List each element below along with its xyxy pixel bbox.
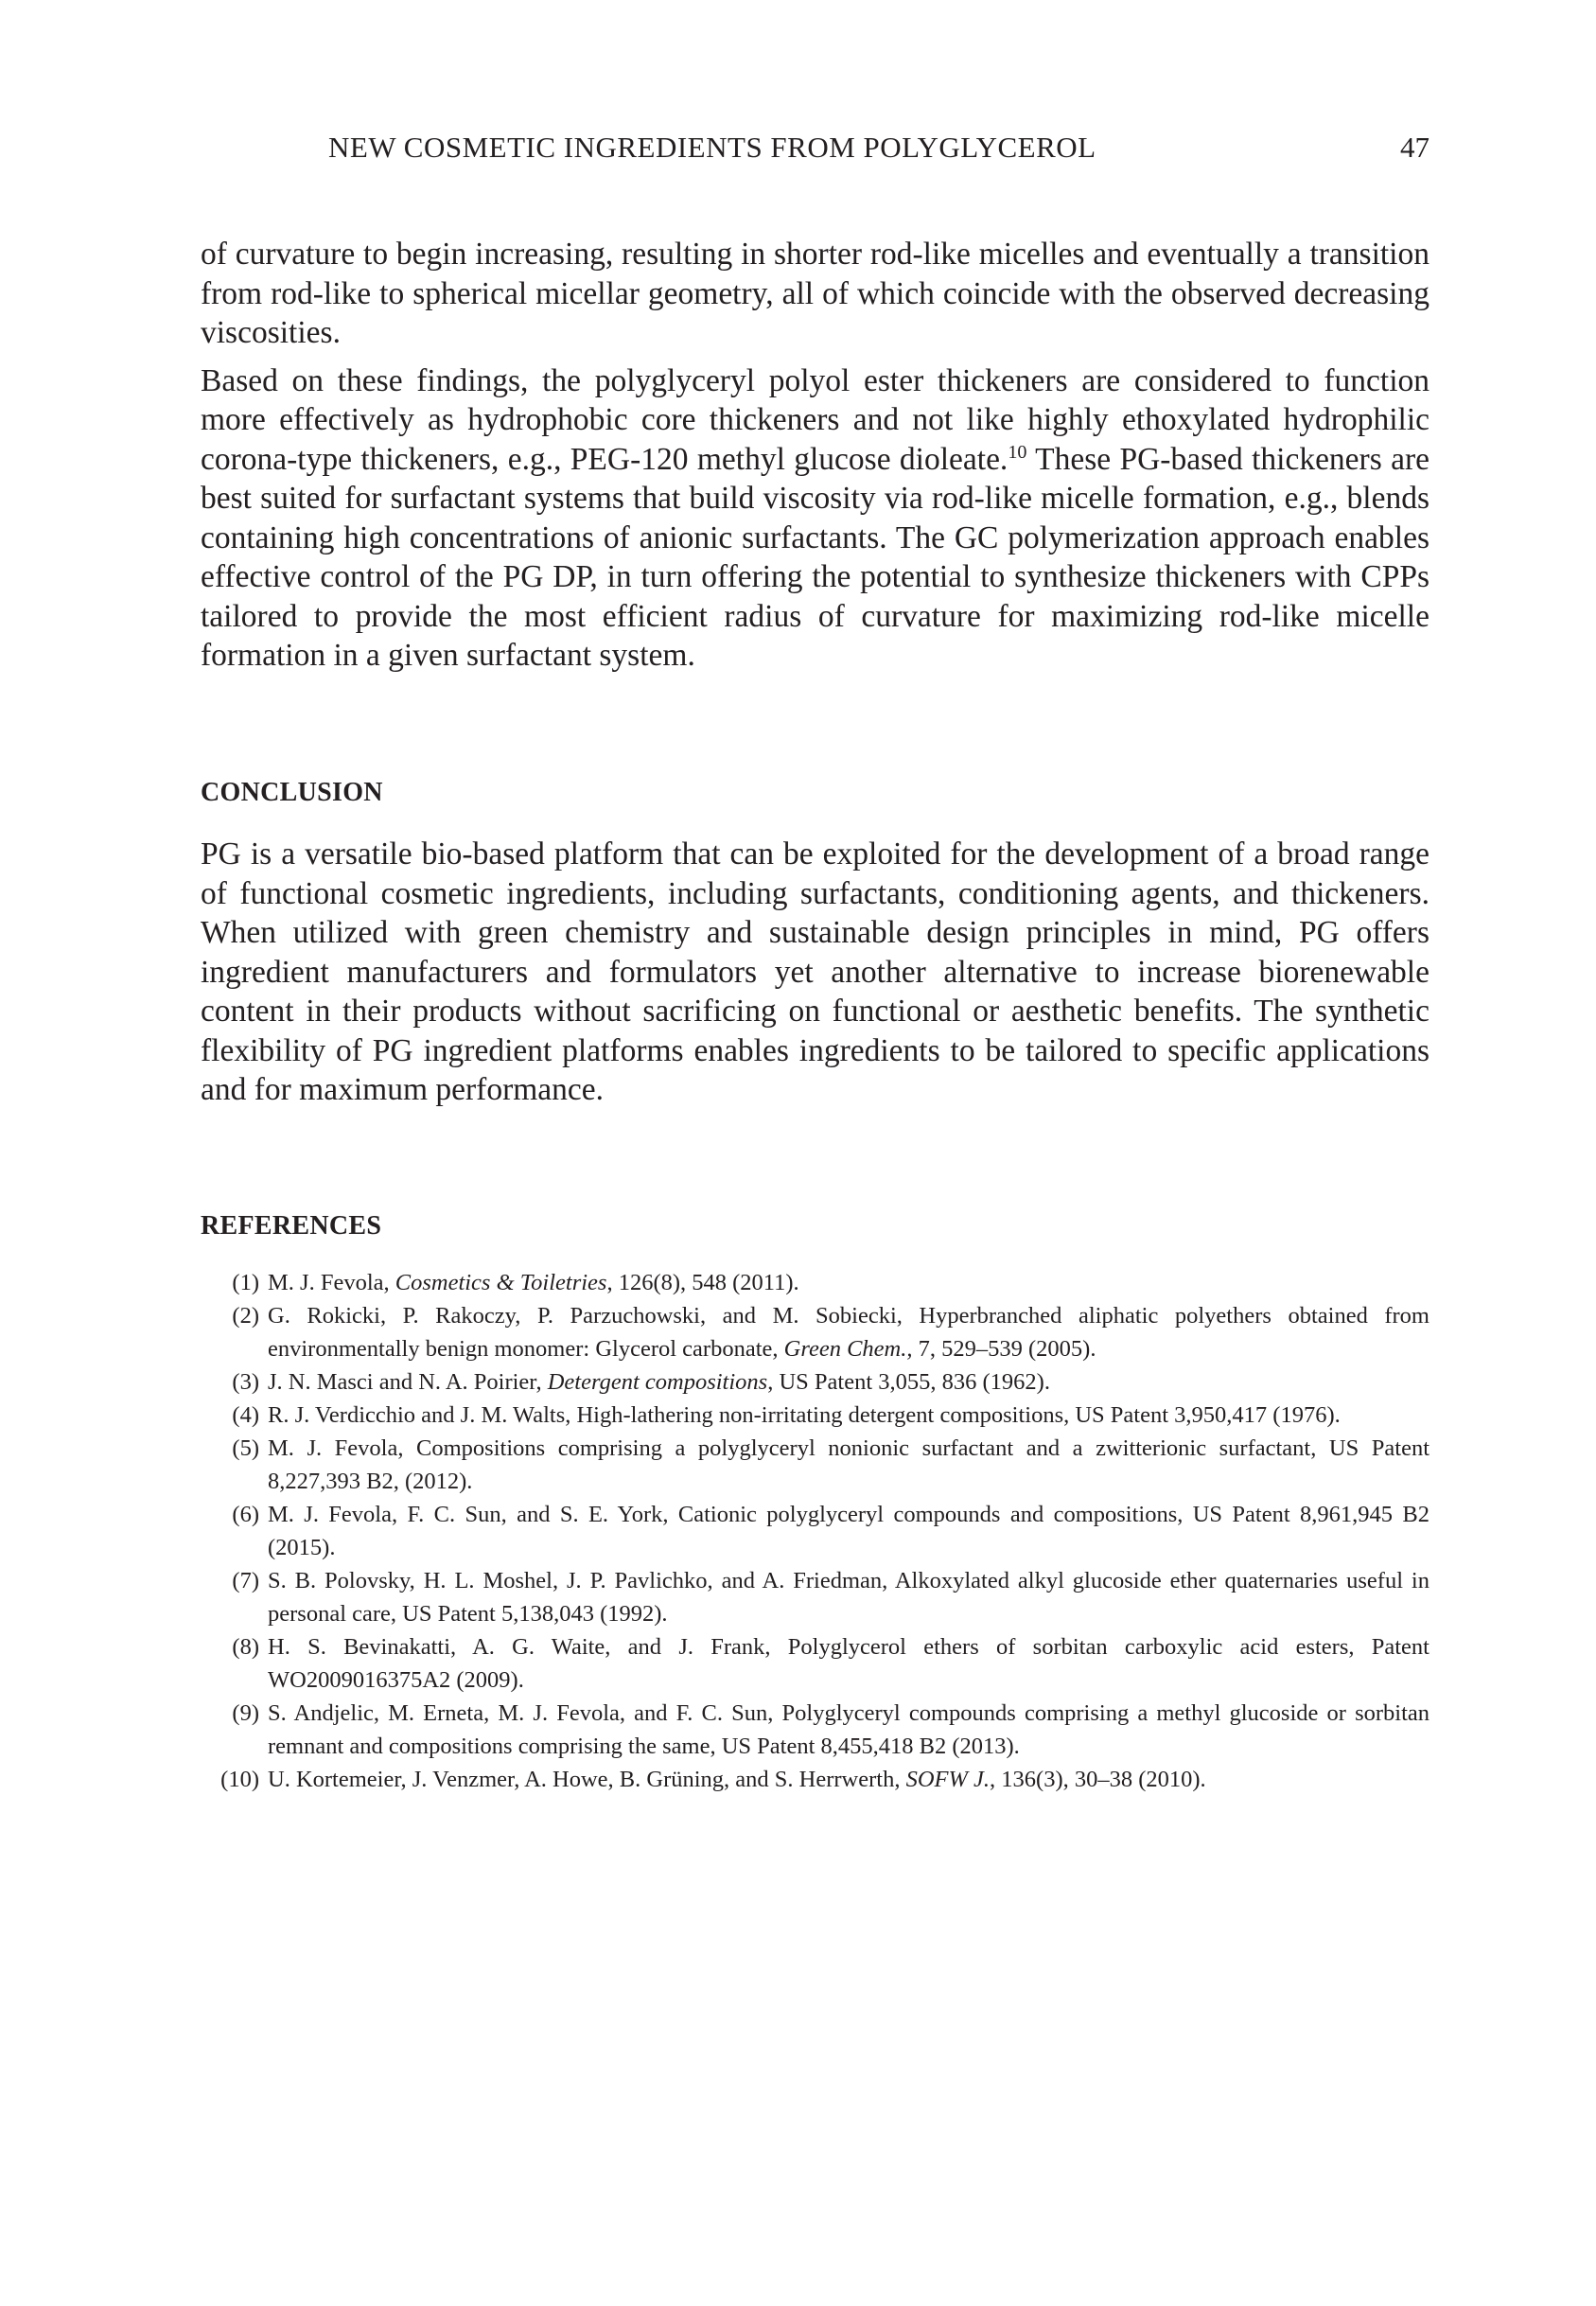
- reference-item: [201, 1299, 1429, 1365]
- reference-source: Green Chem.,: [783, 1336, 913, 1362]
- reference-item: [201, 1432, 1429, 1498]
- reference-number: (4): [232, 1402, 259, 1428]
- text: These PG-based thickeners are best suited for surfactant systems that build viscosity via rod-like micelle formation, e.g., blends containing high concentrations of anionic surfactants. The GC polymerization approach enables effective control of the PG DP, in turn offering the potential to synthesize thickeners with CPPs tailored to provide the most efficient radius of curvature for maximizing rod-like micelle formation in a given surfactant system.: [201, 441, 1429, 673]
- reference-authors: M. J. Fevola, F. C. Sun, and S. E. York, Cationic polyglyceryl compounds and compositions, US Patent 8,961,945 B2 (2015).: [268, 1502, 1429, 1560]
- reference-item: [201, 1697, 1429, 1763]
- reference-text: [268, 1763, 1429, 1796]
- reference-authors: S. B. Polovsky, H. L. Moshel, J. P. Pavlichko, and A. Friedman, Alkoxylated alkyl glucoside ether quaternaries useful in personal care, US Patent 5,138,043 (1992).: [268, 1568, 1429, 1627]
- reference-source: SOFW J.: [905, 1767, 991, 1792]
- reference-source: Detergent compositions: [547, 1369, 768, 1395]
- reference-number: (1): [232, 1270, 259, 1295]
- reference-text: [268, 1299, 1429, 1365]
- reference-text: [268, 1365, 1429, 1399]
- reference-number: (9): [232, 1700, 259, 1726]
- reference-item: [201, 1630, 1429, 1697]
- reference-authors: J. N. Masci and N. A. Poirier,: [268, 1369, 548, 1395]
- reference-details: , 126(8), 548 (2011).: [606, 1270, 799, 1295]
- paragraph: PG is a versatile bio-based platform that can be exploited for the development of a broad range of functional cosmetic ingredients, including surfactants, conditioning agents, and thickeners. When utilized with green chemistry and sustainable design principles in mind, PG offers ingredient manufacturers and formulators yet another alternative to increase biorenewable content in their products without sacrificing on functional or aesthetic benefits. The synthetic flexibility of PG ingredient platforms enables ingredients to be tailored to specific applications and for maximum performance.: [201, 836, 1429, 1107]
- reference-text: [268, 1697, 1429, 1763]
- reference-text: [268, 1266, 1429, 1299]
- reference-text: [268, 1498, 1429, 1564]
- reference-number: (2): [232, 1303, 259, 1329]
- reference-item: [201, 1399, 1429, 1432]
- section-heading: REFERENCES: [201, 1211, 382, 1241]
- section-heading: CONCLUSION: [201, 778, 383, 807]
- reference-number: (5): [232, 1435, 259, 1461]
- reference-text: [268, 1399, 1429, 1432]
- reference-item: [201, 1564, 1429, 1630]
- citation: 10: [1008, 441, 1027, 463]
- reference-authors: G. Rokicki, P. Rakoczy, P. Parzuchowski, and M. Sobiecki, Hyperbranched aliphatic polyethers obtained from environmentally benign monomer: Glycerol carbonate,: [268, 1303, 1429, 1362]
- paragraph: [201, 361, 1429, 676]
- reference-list: [201, 1266, 1429, 1796]
- reference-item: [201, 1365, 1429, 1399]
- reference-item: [201, 1498, 1429, 1564]
- reference-source: Cosmetics & Toiletries: [395, 1270, 607, 1295]
- reference-number: (7): [232, 1568, 259, 1593]
- discussion-text: [201, 235, 1429, 684]
- reference-authors: H. S. Bevinakatti, A. G. Waite, and J. Frank, Polyglycerol ethers of sorbitan carboxylic acid esters, Patent WO2009016375A2 (2009).: [268, 1634, 1429, 1693]
- reference-authors: M. J. Fevola, Compositions comprising a polyglyceryl nonionic surfactant and a zwitterionic surfactant, US Patent 8,227,393 B2, (2012).: [268, 1435, 1429, 1494]
- page-number: 47: [1400, 131, 1429, 164]
- reference-text: [268, 1564, 1429, 1630]
- reference-item: [201, 1763, 1429, 1796]
- running-title: NEW COSMETIC INGREDIENTS FROM POLYGLYCEROL: [328, 131, 1096, 164]
- reference-authors: U. Kortemeier, J. Venzmer, A. Howe, B. Grüning, and S. Herrwerth,: [268, 1767, 906, 1792]
- reference-number: (8): [232, 1634, 259, 1660]
- reference-number: (6): [232, 1502, 259, 1527]
- reference-authors: M. J. Fevola,: [268, 1270, 395, 1295]
- text: Based on these findings, the polyglyceryl polyol ester thickeners are considered to function more effectively as hydrophobic core thickeners and not like highly ethoxylated hydrophilic corona-type thickeners, e.g., PEG-120 methyl glucose dioleate.: [201, 362, 1429, 477]
- reference-text: [268, 1432, 1429, 1498]
- reference-authors: R. J. Verdicchio and J. M. Walts, High-lathering non-irritating detergent compositions, US Patent 3,950,417 (1976).: [268, 1402, 1341, 1428]
- reference-number: (3): [232, 1369, 259, 1395]
- paragraph: of curvature to begin increasing, resulting in shorter rod-like micelles and eventually a transition from rod-like to spherical micellar geometry, all of which coincide with the observed decreasing viscosities.: [201, 237, 1429, 350]
- reference-details: , US Patent 3,055, 836 (1962).: [767, 1369, 1050, 1395]
- reference-text: [268, 1630, 1429, 1697]
- reference-details: 7, 529–539 (2005).: [912, 1336, 1096, 1362]
- reference-details: , 136(3), 30–38 (2010).: [990, 1767, 1206, 1792]
- reference-authors: S. Andjelic, M. Erneta, M. J. Fevola, and F. C. Sun, Polyglyceryl compounds comprising a methyl glucoside or sorbitan remnant and compositions comprising the same, US Patent 8,455,418 B2 (2013).: [268, 1700, 1429, 1759]
- conclusion-text: [201, 835, 1429, 1118]
- reference-number: (10): [220, 1767, 259, 1792]
- reference-item: [201, 1266, 1429, 1299]
